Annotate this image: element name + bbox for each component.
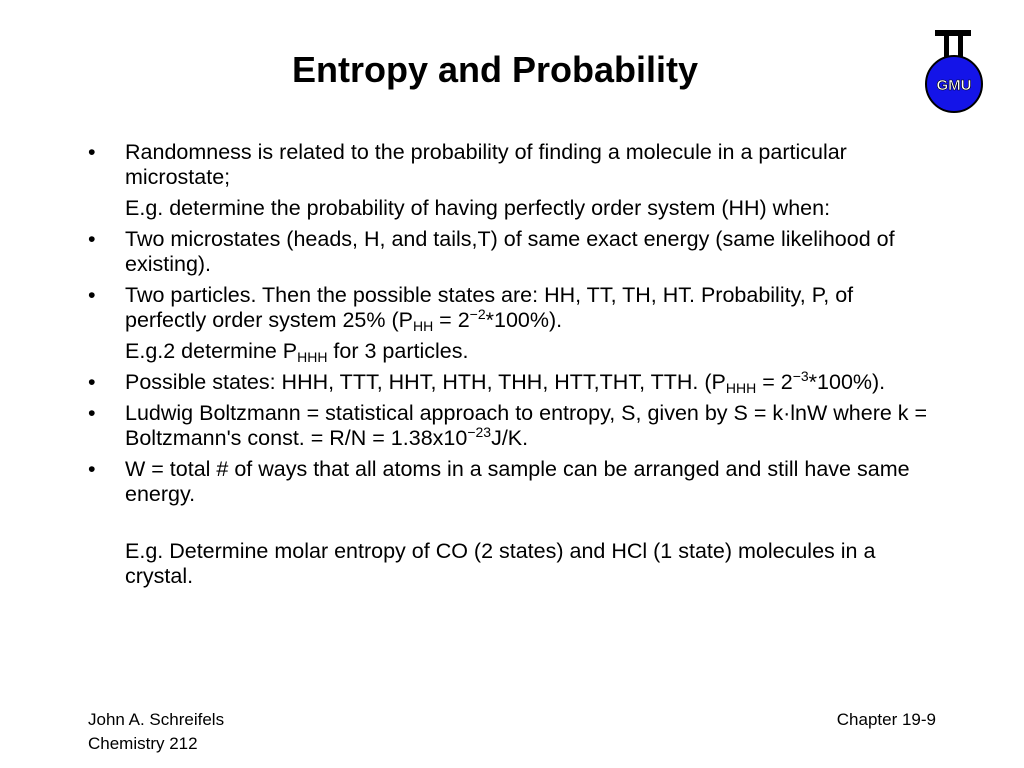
footer-left — [88, 708, 224, 756]
bullet-item-w-definition — [88, 457, 938, 507]
example-three-particles: E.g.2 determine $P_{HHH}$ for 3 particles. — [125, 339, 469, 365]
bullet-item-microstates — [88, 227, 938, 277]
gmu-flask-logo — [925, 28, 991, 114]
bullet-icon: • — [88, 457, 96, 481]
slide-title: Entropy and Probability — [291, 49, 699, 90]
example-molar-entropy: E.g. Determine molar entropy of CO (2 states) and HCl (1 state) molecules in a crystal. — [125, 539, 876, 588]
footer-course: Chemistry 212 — [88, 734, 198, 753]
bullet-text: Two microstates (heads, H, and tails,T) of same exact energy (same likelihood of existing). — [125, 227, 895, 276]
flask-icon — [926, 30, 982, 112]
bullet-icon: • — [88, 140, 96, 164]
bullet-item-possible-states — [88, 370, 938, 395]
bullet-item-two-particles — [88, 283, 938, 333]
bullet-list — [88, 140, 938, 595]
bullet-text: W = total # of ways that all atoms in a sample can be arranged and still have same energy. — [125, 457, 910, 506]
bullet-text: Two particles. Then the possible states are: HH, TT, TH, HT. Probability, P, of perfectly order system 25% $(P_{HH} = 2^{-2}*100\%)$. — [125, 283, 854, 334]
bullet-icon: • — [88, 227, 96, 251]
bullet-item-boltzmann — [88, 401, 938, 451]
logo-text: GMU — [936, 77, 972, 94]
bullet-text: Possible states: HHH, TTT, HHT, HTH, THH, HTT,THT, TTH. $(P_{HHH} = 2^{-3}*100\%)$. — [125, 368, 886, 396]
example-hh: E.g. determine the probability of having perfectly order system (HH) when: — [125, 196, 831, 220]
bullet-item-randomness — [88, 140, 938, 190]
footer-chapter: Chapter 19-9 — [836, 710, 936, 729]
footer-author: John A. Schreifels — [88, 710, 225, 729]
bullet-text: Randomness is related to the probability of finding a molecule in a particular microstate; — [125, 140, 847, 189]
bullet-icon: • — [88, 401, 96, 425]
bullet-icon: • — [88, 283, 96, 307]
bullet-icon: • — [88, 370, 96, 394]
bullet-text: Ludwig Boltzmann = statistical approach to entropy, S, given by S = k·lnW where k = Boltzmann's const. = $R/N = 1.38x10^{-23}J/K$. — [125, 401, 928, 450]
